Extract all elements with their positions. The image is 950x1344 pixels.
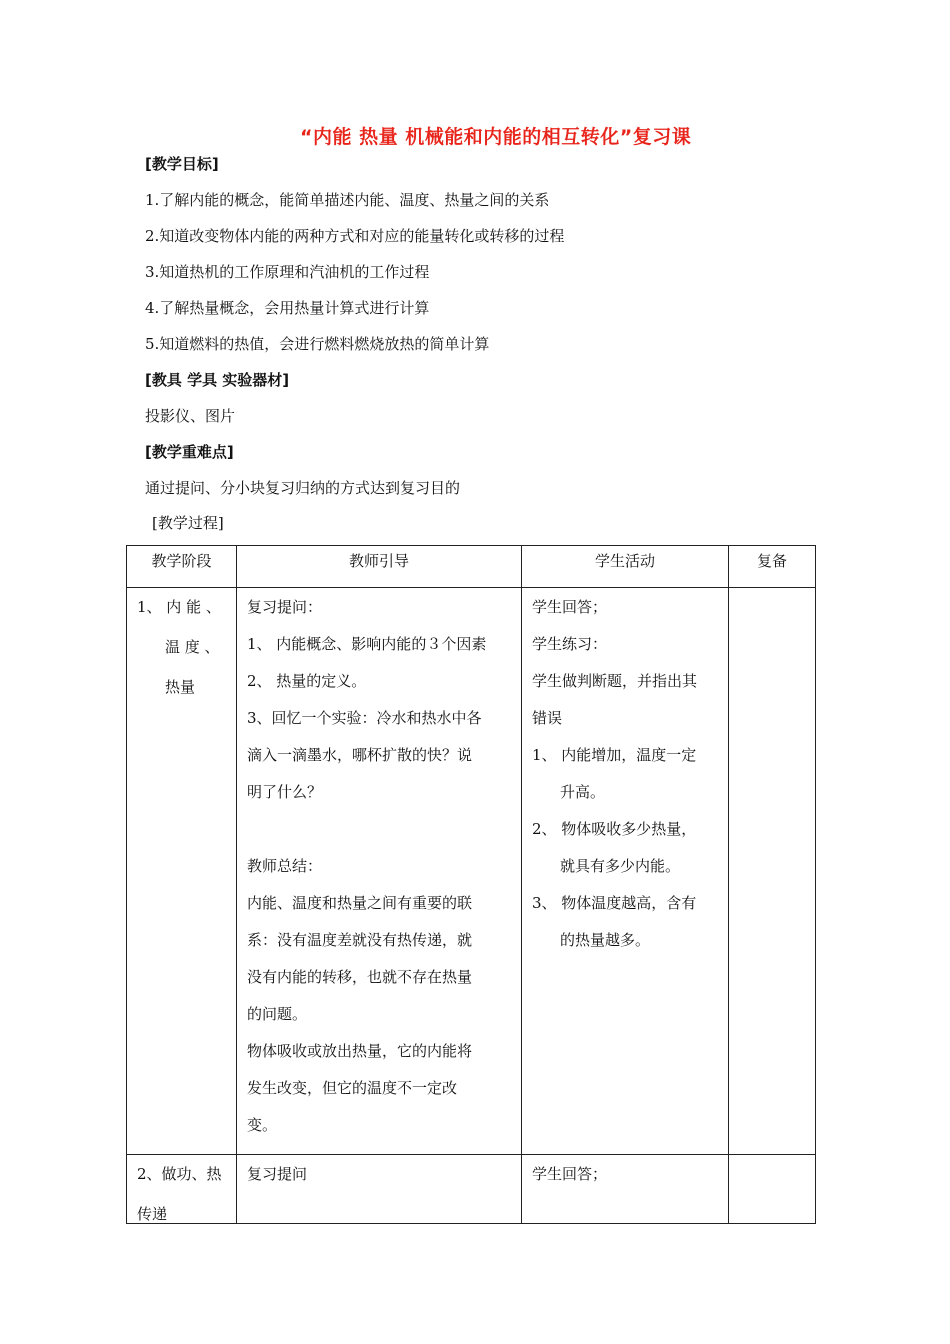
document-title: “内能 热量 机械能和内能的相互转化”复习课 xyxy=(300,126,692,148)
stage-line: 1、 内 能 、 xyxy=(137,598,221,616)
student-line: 就具有多少内能。 xyxy=(560,857,681,875)
process-heading: [教学过程] xyxy=(152,514,224,532)
teacher-line: 教师总结： xyxy=(247,857,323,875)
teacher-cell xyxy=(237,588,522,1155)
teacher-line: 系：没有温度差就没有热传递，就 xyxy=(247,931,473,949)
teacher-line: 滴入一滴墨水，哪杯扩散的快？说 xyxy=(247,746,473,764)
objective-item: 4.了解热量概念，会用热量计算式进行计算 xyxy=(145,299,430,317)
column-header: 复备 xyxy=(729,546,816,588)
tools-text: 投影仪、图片 xyxy=(145,407,236,425)
student-line: 学生回答； xyxy=(532,1165,608,1183)
keypoints-heading: [教学重难点] xyxy=(145,443,234,461)
teacher-line: 复习提问 xyxy=(247,1165,308,1183)
column-header: 学生活动 xyxy=(522,546,729,588)
teacher-line: 的问题。 xyxy=(247,1005,308,1023)
stage-line: 2、做功、热 xyxy=(137,1165,222,1183)
notes-cell xyxy=(729,588,816,1155)
tools-heading: [教具 学具 实验器材] xyxy=(145,371,290,389)
objective-item: 2.知道改变物体内能的两种方式和对应的能量转化或转移的过程 xyxy=(145,227,565,245)
keypoints-text: 通过提问、分小块复习归纳的方式达到复习目的 xyxy=(145,479,461,497)
student-line: 2、 物体吸收多少热量， xyxy=(532,820,697,838)
student-line: 学生做判断题，并指出其 xyxy=(532,672,698,690)
teacher-line: 1、 内能概念、影响内能的３个因素 xyxy=(247,635,487,653)
objective-item: 3.知道热机的工作原理和汽油机的工作过程 xyxy=(145,263,430,281)
teacher-line: 变。 xyxy=(247,1116,278,1134)
process-table xyxy=(126,545,816,1224)
notes-cell xyxy=(729,1155,816,1224)
column-header: 教学阶段 xyxy=(127,546,237,588)
teacher-line: 内能、温度和热量之间有重要的联 xyxy=(247,894,473,912)
stage-line: 温 度 、 xyxy=(165,638,220,656)
teacher-line: 发生改变，但它的温度不一定改 xyxy=(247,1079,458,1097)
teacher-line: 3、回忆一个实验：冷水和热水中各 xyxy=(247,709,482,727)
teacher-line: 没有内能的转移，也就不存在热量 xyxy=(247,968,473,986)
teacher-line: 复习提问： xyxy=(247,598,323,616)
teacher-line: 明了什么？ xyxy=(247,783,323,801)
student-line: 学生练习： xyxy=(532,635,608,653)
stage-cell xyxy=(127,1155,237,1224)
objectives-heading: [教学目标] xyxy=(145,155,219,173)
student-line: 错误 xyxy=(532,709,563,727)
student-cell xyxy=(522,1155,729,1224)
student-line: 的热量越多。 xyxy=(560,931,651,949)
table-header-row xyxy=(127,546,816,588)
objective-item: 1.了解内能的概念，能简单描述内能、温度、热量之间的关系 xyxy=(145,191,550,209)
table-row xyxy=(127,1155,816,1224)
student-cell xyxy=(522,588,729,1155)
stage-line: 传递 xyxy=(137,1205,168,1223)
table-row xyxy=(127,588,816,1155)
student-line: 3、 物体温度越高，含有 xyxy=(532,894,697,912)
teacher-cell xyxy=(237,1155,522,1224)
stage-cell xyxy=(127,588,237,1155)
column-header: 教师引导 xyxy=(237,546,522,588)
student-line: 升高。 xyxy=(560,783,606,801)
objective-item: 5.知道燃料的热值，会进行燃料燃烧放热的简单计算 xyxy=(145,335,490,353)
student-line: 1、 内能增加，温度一定 xyxy=(532,746,697,764)
teacher-line: 2、 热量的定义。 xyxy=(247,672,367,690)
student-line: 学生回答； xyxy=(532,598,608,616)
teacher-line: 物体吸收或放出热量，它的内能将 xyxy=(247,1042,473,1060)
stage-line: 热量 xyxy=(165,678,196,696)
teacher-line xyxy=(247,816,511,853)
